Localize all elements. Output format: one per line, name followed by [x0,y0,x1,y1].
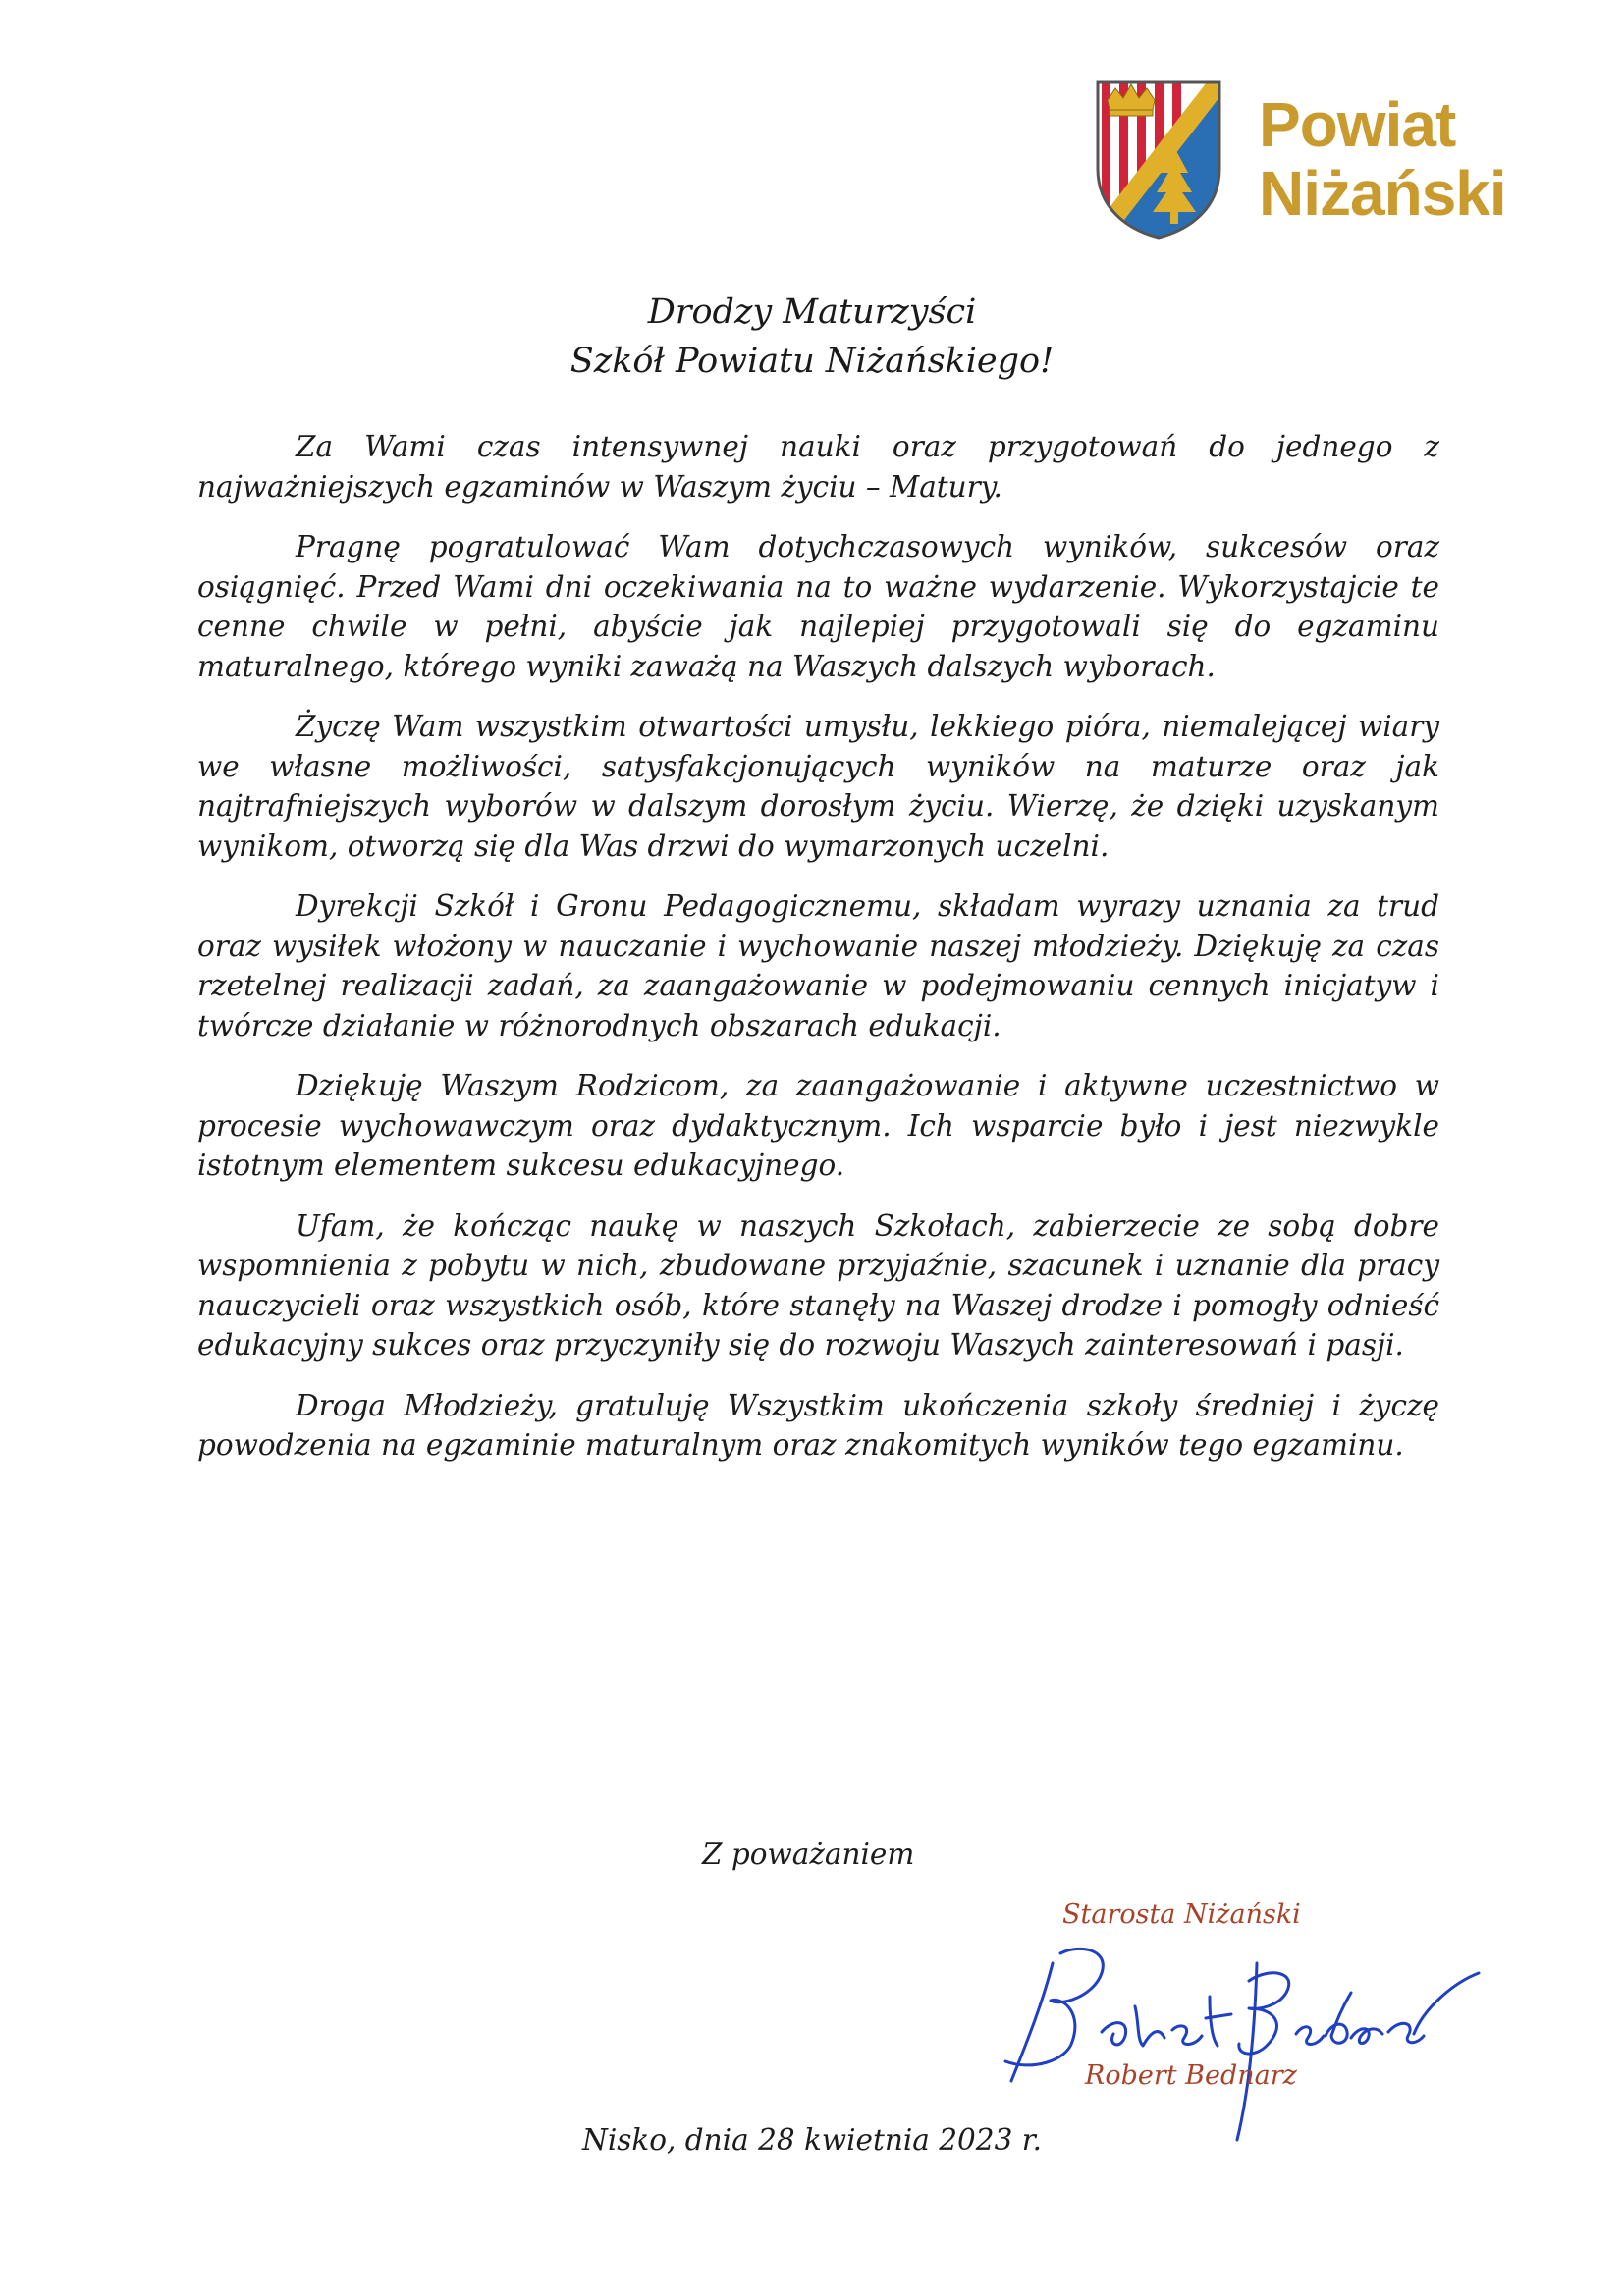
logo-line-1: Powiat [1259,89,1456,160]
coat-of-arms-icon [1094,79,1223,241]
signatory-name: Robert Bednarz [1085,2060,1297,2091]
closing-salutation: Z poważaniem [702,1838,915,1871]
paragraph: Za Wami czas intensywnej nauki oraz przygotowań do jednego z najważniejszych egzaminów w Waszym życiu – Matury. [197,430,1439,504]
paragraph: Droga Młodzieży, gratuluję Wszystkim ukończenia szkoły średniej i życzę powodzenia na egzaminie maturalnym oraz znakomitych wyników tego egzaminu. [197,1388,1439,1462]
signatory-title: Starosta Niżański [1062,1899,1301,1930]
powiat-logo [1094,79,1506,245]
paragraph: Pragnę pogratulować Wam dotychczasowych wyników, sukcesów oraz osiągnięć. Przed Wami dni oczekiwania na to ważne wydarzenie. Wykorzystajcie te cenne chwile w pełni, abyście jak najlepiej przygotowali się do egzaminu maturalnego, którego wyniki zaważą na Waszych dalszych wyborach. [197,530,1439,683]
paragraph: Dziękuję Waszym Rodzicom, za zaangażowanie i aktywne uczestnictwo w procesie wychowawczym oraz dydaktycznym. Ich wsparcie było i jest niezwykle istotnym elementem sukcesu edukacyjnego. [197,1069,1439,1182]
letter-heading [0,288,1624,386]
place-and-date: Nisko, dnia 28 kwietnia 2023 r. [582,2123,1042,2157]
handwritten-signature [992,1924,1483,2150]
logo-wordmark [1259,90,1506,228]
paragraph: Dyrekcji Szkół i Gronu Pedagogicznemu, składam wyrazy uznania za trud oraz wysiłek włożony w nauczanie i wychowanie naszej młodzieży. Dziękuję za czas rzetelnej realizacji zadań, za zaangażowanie w podejmowaniu cennych inicjatyw i twórcze działanie w różnorodnych obszarach edukacji. [197,889,1439,1042]
letter-body [197,427,1439,1486]
heading-line-1: Drodzy Maturzyści [647,293,977,332]
heading-line-2: Szkół Powiatu Niżańskiego! [569,342,1055,381]
logo-line-2: Niżański [1259,158,1506,229]
paragraph: Ufam, że kończąc naukę w naszych Szkołach, zabierzecie ze sobą dobre wspomnienia z pobytu w nich, zbudowane przyjaźnie, szacunek i uznanie dla pracy nauczycieli oraz wszystkich osób, które stanęły na Waszej drodze i pomogły odnieść edukacyjny sukces oraz przyczyniły się do rozwoju Waszych zainteresowań i pasji. [197,1208,1439,1362]
paragraph: Życzę Wam wszystkim otwartości umysłu, lekkiego pióra, niemalejącej wiary we własne możliwości, satysfakcjonujących wyników na maturze oraz jak najtrafniejszych wyborów w dalszym dorosłym życiu. Wierzę, że dzięki uzyskanym wynikom, otworzą się dla Was drzwi do wymarzonych uczelni. [197,710,1439,863]
